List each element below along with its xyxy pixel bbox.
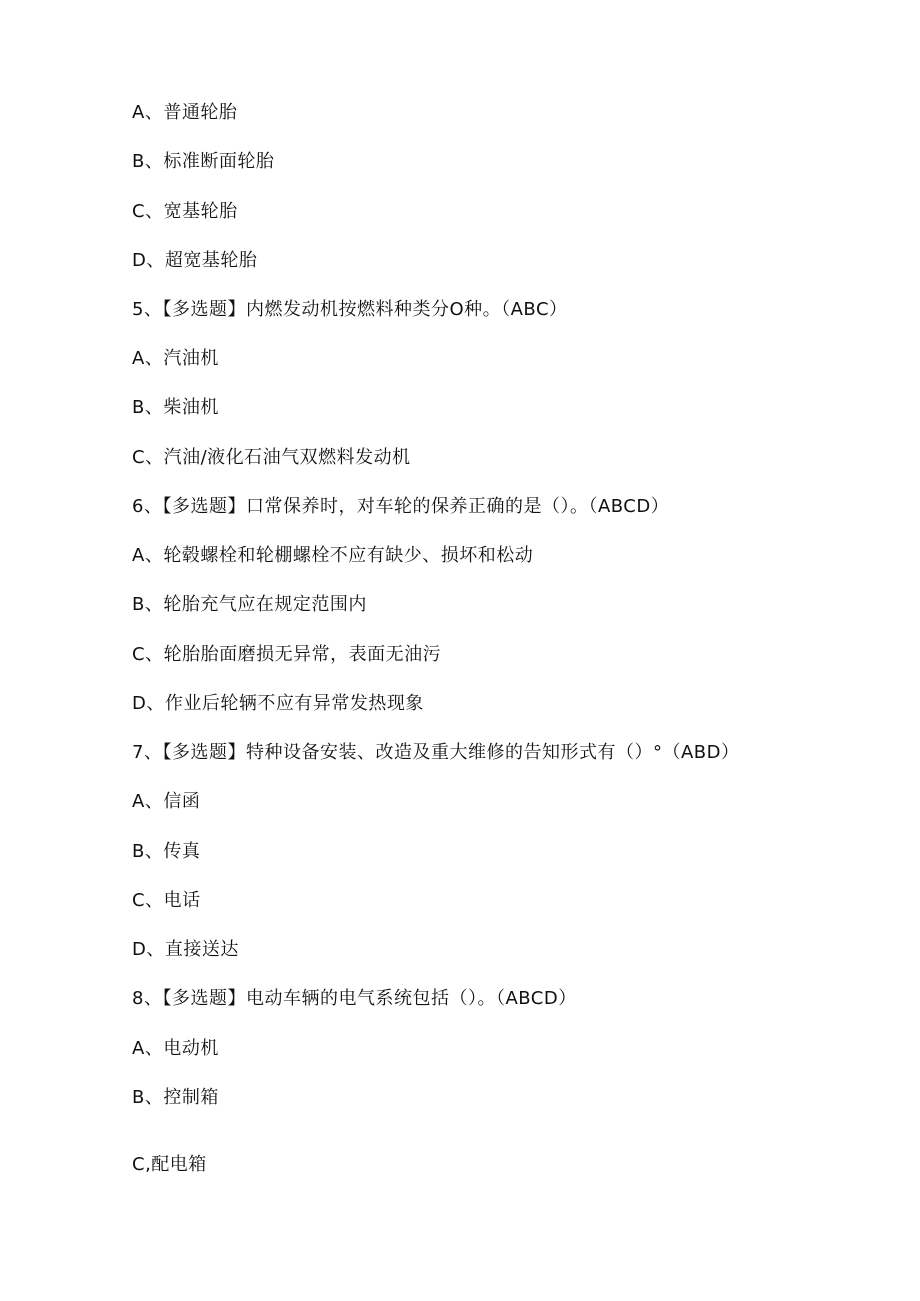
option-line: C、轮胎胎面磨损无异常，表面无油污 xyxy=(132,644,442,665)
question-line: 6、【多选题】口常保养时，对车轮的保养正确的是（）。（ABCD） xyxy=(132,496,670,517)
question-line: 8、【多选题】电动车辆的电气系统包括（）。（ABCD） xyxy=(132,988,577,1009)
option-line: C、宽基轮胎 xyxy=(132,201,238,222)
option-line: C,配电箱 xyxy=(132,1154,207,1175)
option-line: B、控制箱 xyxy=(132,1087,219,1108)
option-line: D、超宽基轮胎 xyxy=(132,250,258,271)
option-line: A、轮毂螺栓和轮棚螺栓不应有缺少、损坏和松动 xyxy=(132,545,534,566)
option-line: B、传真 xyxy=(132,841,201,862)
option-line: B、柴油机 xyxy=(132,397,219,418)
question-line: 7、【多选题】特种设备安装、改造及重大维修的告知形式有（）°（ABD） xyxy=(132,742,740,763)
option-line: B、标准断面轮胎 xyxy=(132,151,275,172)
option-line: B、轮胎充气应在规定范围内 xyxy=(132,594,367,615)
option-line: D、直接送达 xyxy=(132,939,239,960)
option-line: A、电动机 xyxy=(132,1038,219,1059)
option-line: A、普通轮胎 xyxy=(132,102,238,123)
option-line: C、汽油/液化石油气双燃料发动机 xyxy=(132,447,411,468)
option-line: C、电话 xyxy=(132,890,201,911)
question-line: 5、【多选题】内燃发动机按燃料种类分O种。（ABC） xyxy=(132,299,568,320)
option-line: A、汽油机 xyxy=(132,348,219,369)
option-line: A、信函 xyxy=(132,791,201,812)
option-line: D、作业后轮辆不应有异常发热现象 xyxy=(132,693,424,714)
